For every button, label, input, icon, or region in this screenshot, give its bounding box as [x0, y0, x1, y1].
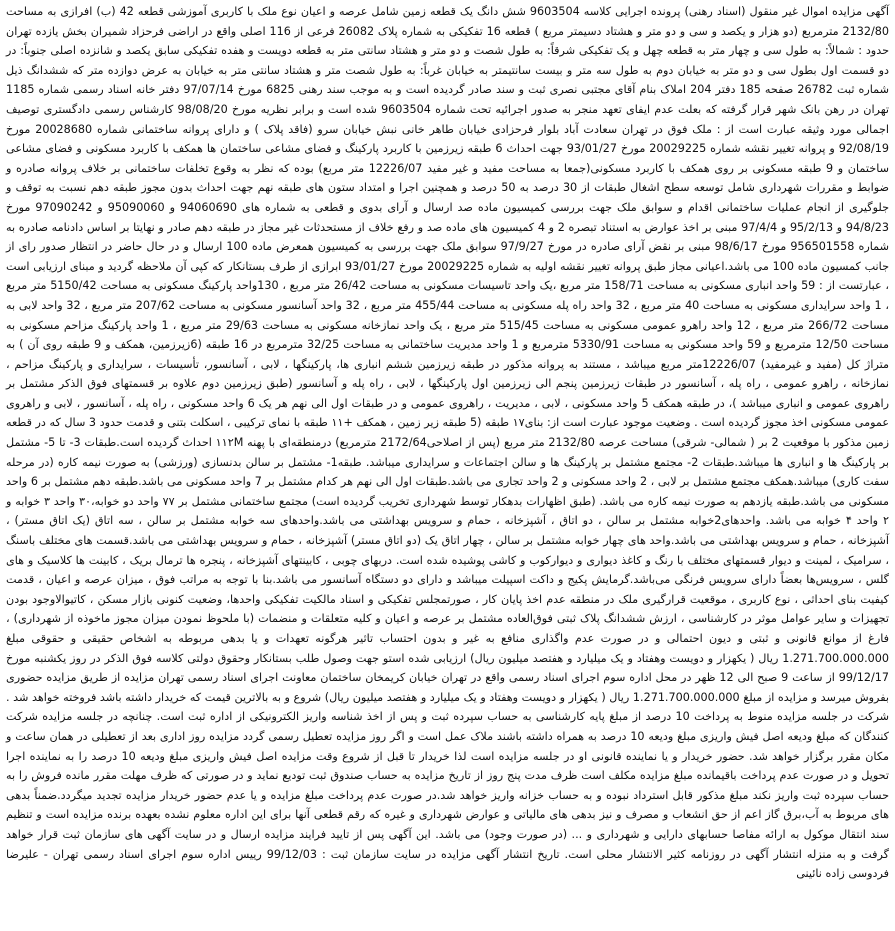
auction-notice-text: آگهی مزایده اموال غیر منقول (اسناد رهنی) پرونده اجرایی کلاسه 9603504 شش دانگ یک قطعه زمین شامل عرصه و اعیان نوع ملک با کاربری آموزشی قطعه 42 (ب) افرازی به مساحت 2132/80 مترمربع (دو هزار و یکصد و سی و دو متر و هشتاد دسیمتر مربع ) قطعه 16 تفکیکی به شماره پلاک 26082 فرعی از 116 اصلی واقع در اراضی فرحزاد شمیران بخش یازده تهران حدود : شمالاً: به طول سی و چهار متر به قطعه چهل و یک تفکیکی شرقاً: به طول شصت و دو متر و هشتاد سانتی متر به قطعه دویست و هفده تفکیکی سابق یکصد و شانزده اصلی جنوباً: در دو قسمت اول بطول سی و دو متر به خیابان دوم به طول سه متر و بیست سانتیمتر به خیابان غرباً: به طول شصت متر و هشتاد سانتی متر به خیابان به عرض دوازده متر که ششدانگ ذیل شماره ثبت 26782 صفحه 185 دفتر 204 املاک بنام آقای مجتبی نصری ثبت و سند صادر گردیده است و به موجب سند رهنی 6825 مورخ 97/07/14 دفتر خانه اسناد رسمی شماره 1185 تهران در رهن بانک شهر قرار گرفته که بعلت عدم ایفای تعهد منجر به صدور اجرائیه تحت شماره 9603504 شده است و برابر نظریه مورخ 98/08/20 کارشناس رسمی دادگستری توصیف اجمالی مورد وثیقه عبارت است از : ملک فوق در تهران سعادت آباد بلوار فرحزادی خیابان طاهر خانی نبش خیابان سرو (فاقد پلاک ) و دارای پروانه ساختمانی شماره 20028680 مورخ 92/08/19 و پروانه تغییر نقشه شماره 20029225 مورخ 93/01/27 جهت احداث 6 طبقه زیرزمین با کاربرد پارکینگ و فضای مشاعی ساختمان ها همکف با کاربرد مسکونی و فضای مشاعی ساختمان و 9 طبقه مسکونی بر روی همکف با کاربرد مسکونی(جمعا به مساحت مفید و غیر مفید 12226/07 متر مربع) بوده که نظر به وقوع تخلفات ساختمانی بر خلاف پروانه صادره و ضوابط و مقررات شهرداری شامل توسعه سطح اشغال طبقات از 30 درصد به 50 درصد و همچنین اجرا و امتداد ستون های طبقه نهم جهت احداث بدون مجوز طبقه دهم نسبت به توقف و جلوگیری از انجام عملیات ساختمانی اقدام و سوابق ملک جهت بررسی کمیسیون ماده صد ارسال و آرای بدوی و قطعی به شماره های 94060690 و 95090060 و 97090242 مورخ 94/8/23 و 95/2/13 و 97/4/4 مبنی بر اخذ عوارض به استناد تبصره 2 و 4 کمیسیون های ماده صد و رفع خلاف از مستحدثات غیر مجاز در طبقه دهم صادر و نهایتا بر اساس دادنامه صادره به شماره 956501558 مورخ 98/6/17 مبنی بر نقض آرای صادره در مورخ 97/9/27 سوابق ملک جهت بررسی به کمیسیون همعرض ماده 100 ارسال و در حال حاضر در انتظار صدور رای از جانب کمسیون ماده 100 می باشد.اعیانی مجاز طبق پروانه تغییر نقشه اولیه به شماره 20029225 مورخ 93/01/27 ابرازی از طرف بستانکار که کپی آن ملاحظه گردید و مبنای ارزیابی است ، عبارتست از : 59 واحد انباری مسکونی به مساحت 158/71 متر مربع ،یک واحد تاسیسات مسکونی به مساحت 26/42 متر مربع ، 130واحد پارکینگ مسکونی به مساحت 5150/42 متر مربع ، 1 واحد سرایداری مسکونی به مساحت 40 متر مربع ، 32 واحد راه پله مسکونی به مساحت 455/44 متر مربع ، 32 واحد آسانسور مسکونی به مساحت 207/62 متر مربع ، 32 واحد لابی به مساحت 266/72 متر مربع ، 12 واحد راهرو عمومی مسکونی به مساحت 515/45 متر مربع ، یک واحد نمازخانه مسکونی به مساحت 29/63 متر مربع ، 1 واحد پارکینگ مزاحم مسکونی به مساحت 12/50 مترمربع و 59 واحد مسکونی به مساحت 5330/91 مترمربع و 1 واحد مدیریت ساختمانی به مساحت 32/25 مترمربع در 16 طبقه (6زیرزمین، همکف و 9 طبقه روی آن ) به متراژ کل (مفید و غیرمفید) 12226/07متر مربع میباشد ، مستند به پروانه مذکور در طبقه زیرزمین ششم انباری ها، پارکینگها ، لابی ، آسانسور، تأسیسات ، سرایداری و پارکینگ مزاحم ، نمازخانه ، راهرو عمومی ، راه پله ، آسانسور در طبقات زیرزمین پنجم الی زیرزمین اول پارکینگها ، لابی ، راه پله و آسانسور (طبق زیرزمین دوم علاوه بر قسمتهای فوق الذکر مشتمل بر راهروی عمومی و انباری میباشد )، در طبقه همکف 5 واحد مسکونی ، لابی ، مدیریت ، راهروی عمومی و در طبقات اول الی نهم هر یک 6 واحد مسکونی ، راه پله ، آسانسور ، لابی و راهروی عمومی مسکونی اخذ مجوز گردیده است . وضعیت موجود عبارت است از: بنای۱۷ طبقه (5 طبقه زیر زمین ، همکف +۱۱ طبقه با نمای ترکیبی ، اسکلت بتنی و قدمت حدود 3 سال که در قطعه زمین مذکور با موقعیت 2 بر ( شمالی- شرقی) مساحت عرصه 2132/80 متر مربع (پس از اصلاحی2172/64 مترمربع) درمنطقه‌ای با پهنه ۱۱۲M احداث گردیده است.طبقات 3- تا 5- مشتمل بر پارکینگ ها و انباری ها میباشد.طبقات 2- مجتمع مشتمل بر پارکینگ ها و سالن اجتماعات و سرایداری میباشد. طبقه1- مشتمل بر سالن بدنسازی (ورزشی) به صورت نیمه کاره (در مرحله سفت کاری) میباشد.همکف مجتمع مشتمل بر لابی ، 2 واحد مسکونی و 2 واحد تجاری می باشد.طبقات اول الی نهم هر کدام مشتمل بر 7 واحد مسکونی می باشد.طبقه دهم مشتمل بر 6 واحد مسکونی می باشد.طبقه یازدهم به صورت نیمه کاره می باشد. (طبق اظهارات بدهکار توسط شهرداری تخریب گردیده است) مجتمع ساختمانی مشتمل بر ۷۷ واحد دو خوابه،۳۰ واحد ۳ خوابه و ۲ واحد ۴ خوابه می باشد. واحدهای2خوابه مشتمل بر سالن ، دو اتاق ، آشپزخانه ، حمام و سرویس بهداشتی می باشد.واحدهای سه خوابه مشتمل بر سالن ، سه اتاق (یک اتاق مستر) ، آشپزخانه ، حمام و سرویس بهداشتی می باشد.واحد های چهار خوابه مشتمل بر سالن ، چهار اتاق یک (دو اتاق مستر) آشپزخانه ، حمام و سرویس بهداشتی می باشد.قسمت های مختلف باسنگ ، سرامیک ، لمینت و دیوار قسمتهای مختلف با رنگ و کاغذ دیواری و دیوارکوب و کاشی پوشیده شده است. دربهای چوبی ، کابینتهای آشپزخانه ، پنجره ها ترمال بریک ، کابینت ها کلاسیک و های گلس ، سرویس‌ها بعضاً دارای سرویس فرنگی می‌باشد.گرمایش پکیج و داکت اسپیلت میباشد و دارای دو دستگاه آسانسور می باشد.بنا با توجه به مراتب فوق ، میزان عرصه و اعیان ، قدمت کیفیت بنای احداثی ، نوع کاربری ، موقعیت قرارگیری ملک در منطقه عدم اخذ پایان کار ، صورتمجلس تفکیکی و اسناد مالکیت تفکیکی واحدها، وضعیت کنونی بازار مسکن ، کاتیوالاوجود بودن تجهیزات و سایر عوامل موثر در کارشناسی ، ارزش ششدانگ پلاک ثبتی فوق‌العاده مشتمل بر عرصه و اعیان و کلیه متعلقات و منضمات (با ملحوظ نمودن میزان مجوز ماخوذه از شهرداری) ، فارغ از موانع قانونی و ثبتی و دیون احتمالی و در صورت عدم واگذاری منافع به غیر و بدون احتساب تاثیر هرگونه تعهدات و یا بدهی مربوطه به اشخاص حقیقی و حقوقی مبلغ 1.271.700.000.000 ریال ( یکهزار و دویست وهفتاد و یک میلیارد و هفتصد میلیون ریال) ارزیابی شده استو جهت وصول طلب بستانکار وحقوق دولتی کلاسه فوق الذکر در روز یکشنبه مورخ 99/12/17 از ساعت 9 صبح الی 12 ظهر در محل اداره سوم اجرای اسناد رسمی واقع در تهران خیابان کریمخان ساختمان معاونت اجرای اسناد رسمی تهران مزایده از طریق مزایده حضوری بفروش میرسد و مزایده از مبلغ 1.271.700.000.000 ریال ( یکهزار و دویست وهفتاد و یک میلیارد و هفتصد میلیون ریال) شروع و به بالاترین قیمت که خریدار داشته باشد فروخته خواهد شد . شرکت در جلسه مزایده منوط به پرداخت 10 درصد از مبلغ پایه کارشناسی به حساب سپرده ثبت و پس از اخذ شناسه واریز الکترونیکی از اداره ثبت است. چنانچه در جلسه مزایده شرکت کنندگان که مبلغ ودیعه اصل فیش واریزی مبلغ ودیعه 10 درصد به همراه داشته باشند ملاک عمل است و اگر روز مزایده تعطیل رسمی گردد مزایده روز اداری بعد از تعطیلی در همان ساعت و مکان مقرر برگزار خواهد شد. حضور خریدار و یا نماینده قانونی او در جلسه مزایده است لذا خریدار تا قبل از شروع وقت مزایده اصل فیش واریزی مبلغ ودیعه 10 درصد را به نماینده اجرا تحویل و در صورت عدم پرداخت باقیمانده مبلغ مزایده مکلف است ظرف مدت پنج روز از تاریخ مزایده به حساب صندوق ثبت تودیع نماید و در صورتی که ظرف مهلت مقرر مانده فروش را به حساب سپرده ثبت واریز نکند مبلغ مذکور قابل استرداد نبوده و به حساب خزانه واریز خواهد شد.در صورت عدم پرداخت مبلغ مزایده و یا عدم حضور خریدار مزایده تجدید میگردد.ضمناً بدهی های مربوط به آب،برق گاز اعم از حق انشعاب و مصرف و نیز بدهی های مالیاتی و عوارض شهرداری و غیره که رقم قطعی آنها برای این اداره معلوم نشده بعهده برنده مزایده است و تنظیم سند انتقال موکول به ارائه مفاصا حسابهای دارایی و شهرداری و ... (در صورت وجود) می باشد. این آگهی پس از تایید فرایند مزایده ارسال و در سایت آگهی های سازمان ثبت قرار خواهد گرفت و به منزله انتشار آگهی در روزنامه کثیر الانتشار محلی است. تاریخ انتشار آگهی مزایده در سایت سازمان ثبت : 99/12/03 رییس اداره سوم اجرای اسناد رسمی تهران - علیرضا فردوسی زاده نائینی: [6, 5, 890, 881]
